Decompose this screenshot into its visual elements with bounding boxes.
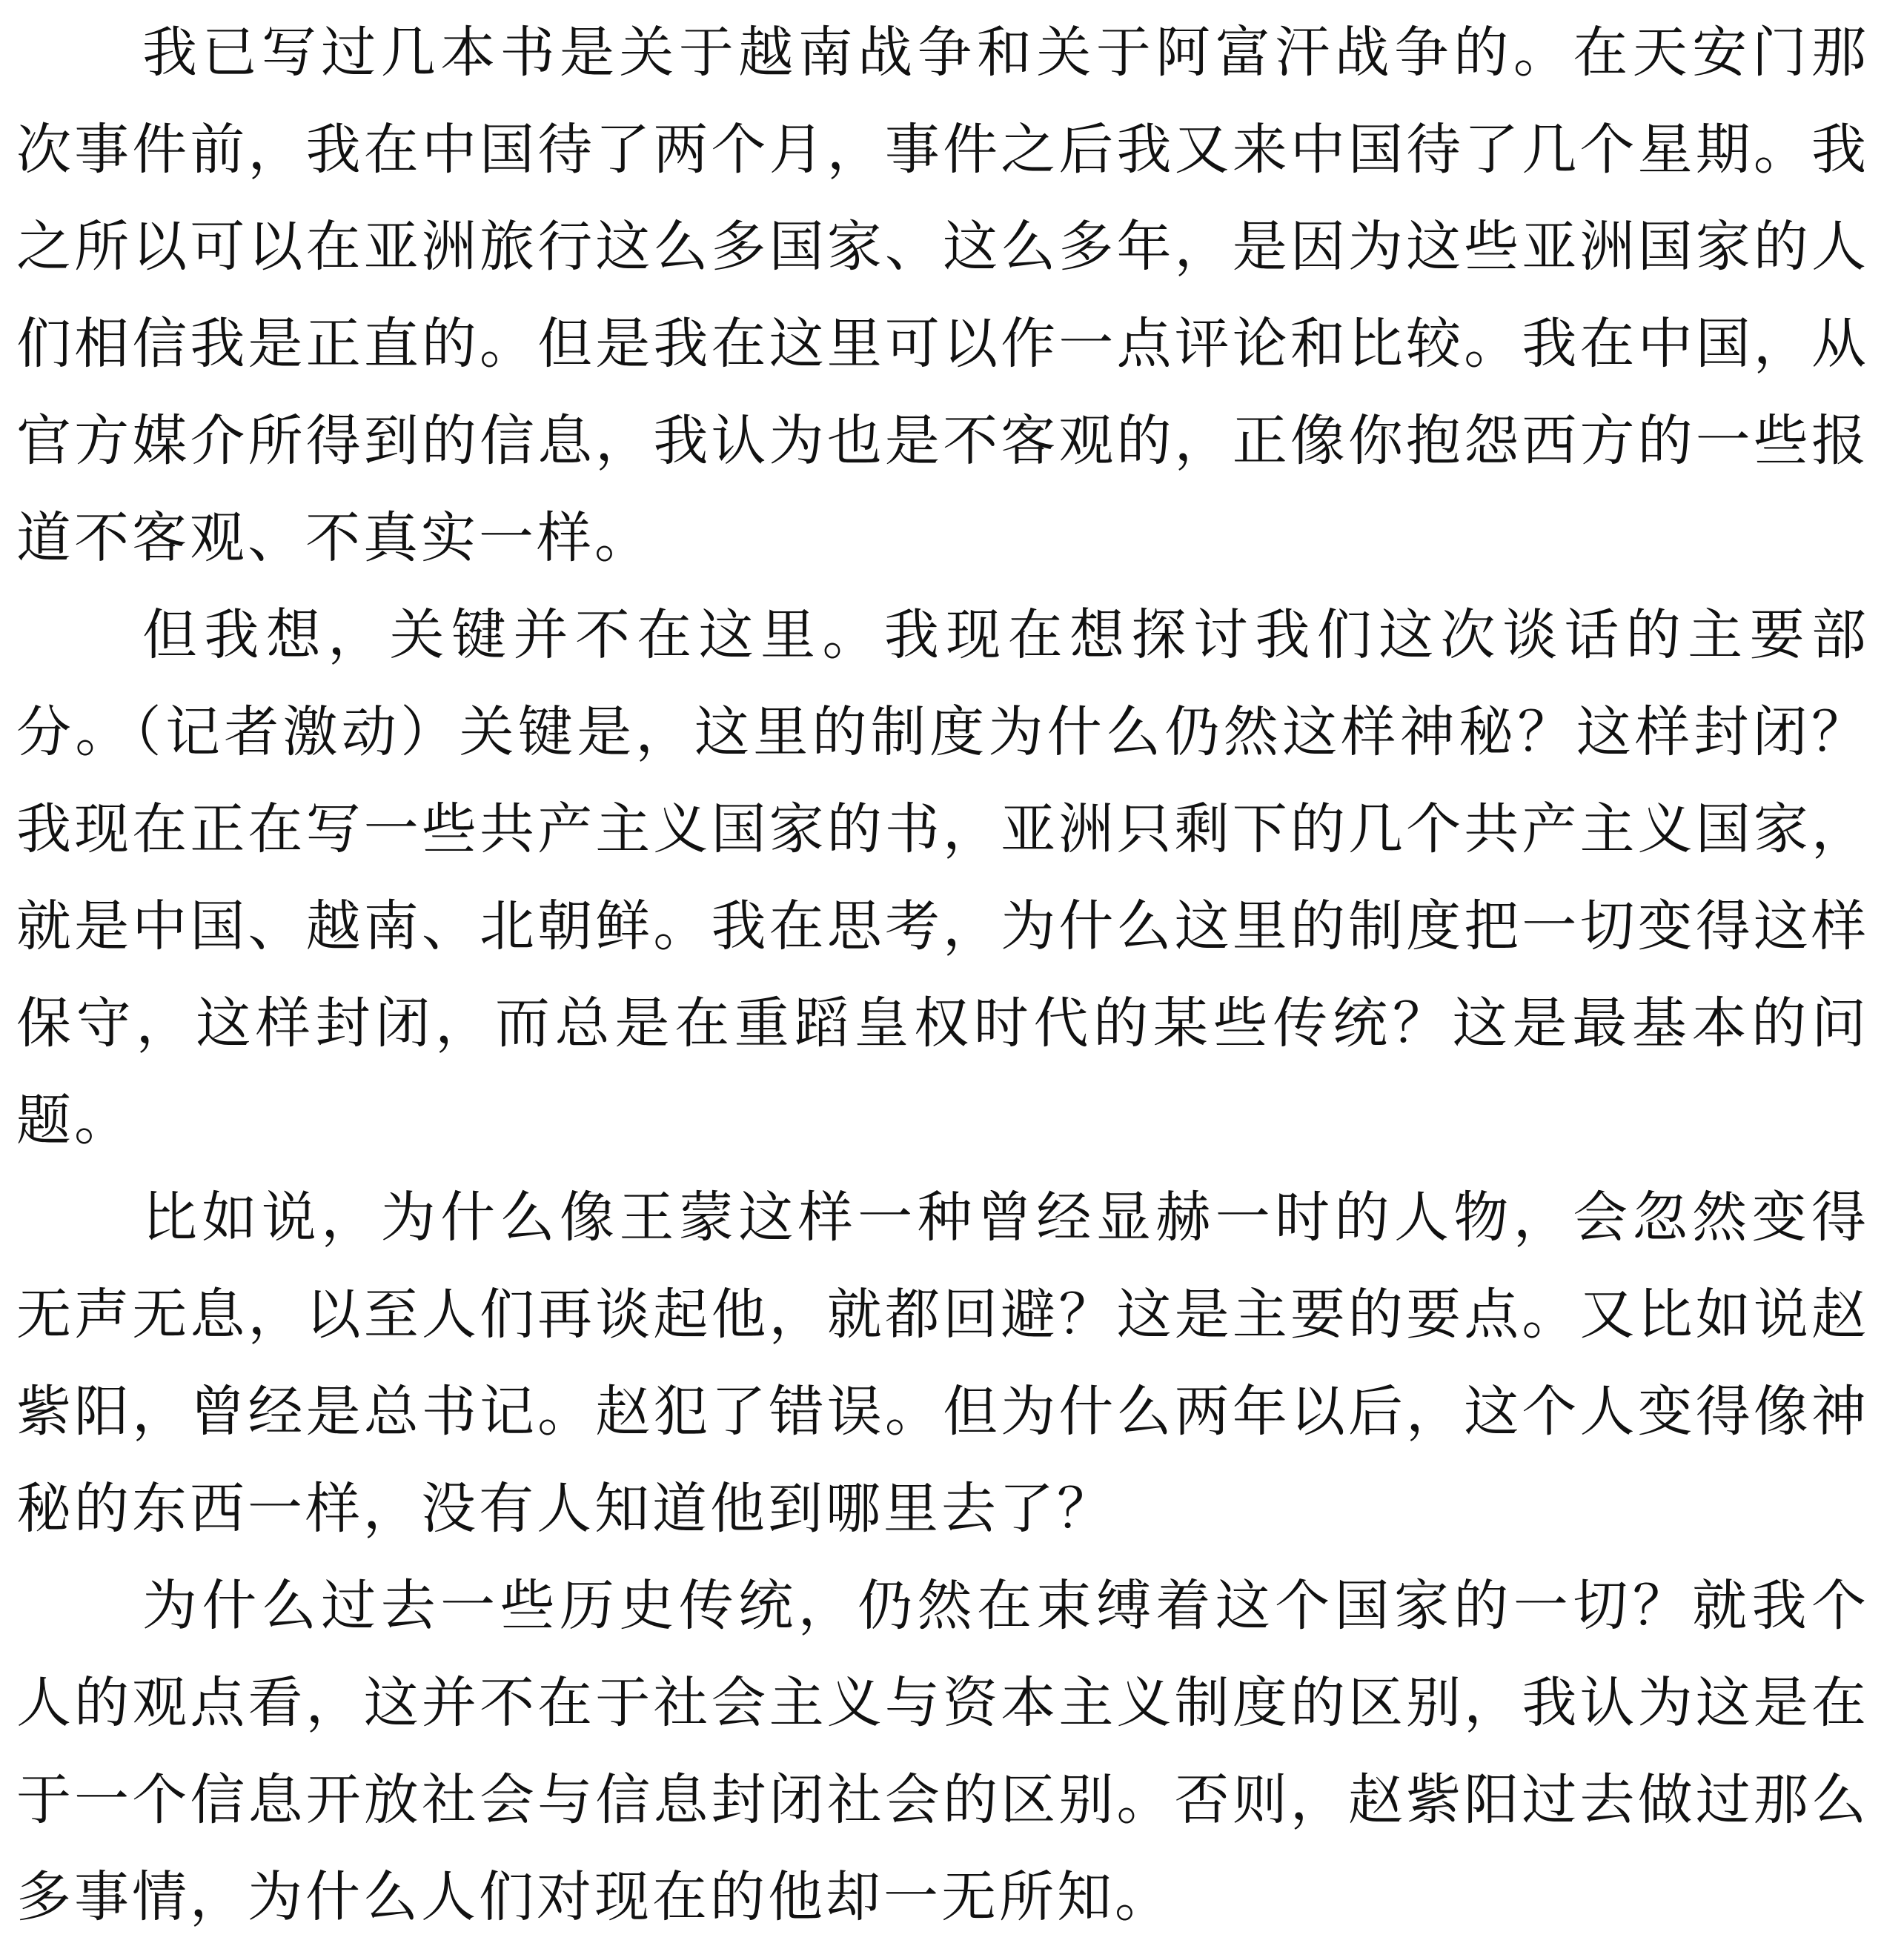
paragraph-3: 比如说，为什么像王蒙这样一种曾经显赫一时的人物，会忽然变得无声无息，以至人们再谈起他，就都回避？这是主要的要点。又比如说赵紫阳，曾经是总书记。赵犯了错误。但为什么两年以后，这个人变得像神秘的东西一样，没有人知道他到哪里去了？	[16, 1186, 1869, 1541]
paragraph-1: 我已写过几本书是关于越南战争和关于阿富汗战争的。在天安门那次事件前，我在中国待了两个月，事件之后我又来中国待了几个星期。我之所以可以在亚洲旅行这么多国家、这么多年，是因为这些亚洲国家的人们相信我是正直的。但是我在这里可以作一点评论和比较。我在中国，从官方媒介所得到的信息，我认为也是不客观的，正像你抱怨西方的一些报道不客观、不真实一样。	[16, 21, 1869, 570]
paragraph-2: 但我想，关键并不在这里。我现在想探讨我们这次谈话的主要部分。（记者激动）关键是，这里的制度为什么仍然这样神秘？这样封闭？我现在正在写一些共产主义国家的书，亚洲只剩下的几个共产主义国家，就是中国、越南、北朝鲜。我在思考，为什么这里的制度把一切变得这样保守，这样封闭，而总是在重蹈皇权时代的某些传统？这是最基本的问题。	[16, 603, 1869, 1152]
paragraph-4: 为什么过去一些历史传统，仍然在束缚着这个国家的一切？就我个人的观点看，这并不在于社会主义与资本主义制度的区别，我认为这是在于一个信息开放社会与信息封闭社会的区别。否则，赵紫阳过去做过那么多事情，为什么人们对现在的他却一无所知。	[16, 1574, 1869, 1929]
body-text	[16, 4, 1869, 1946]
